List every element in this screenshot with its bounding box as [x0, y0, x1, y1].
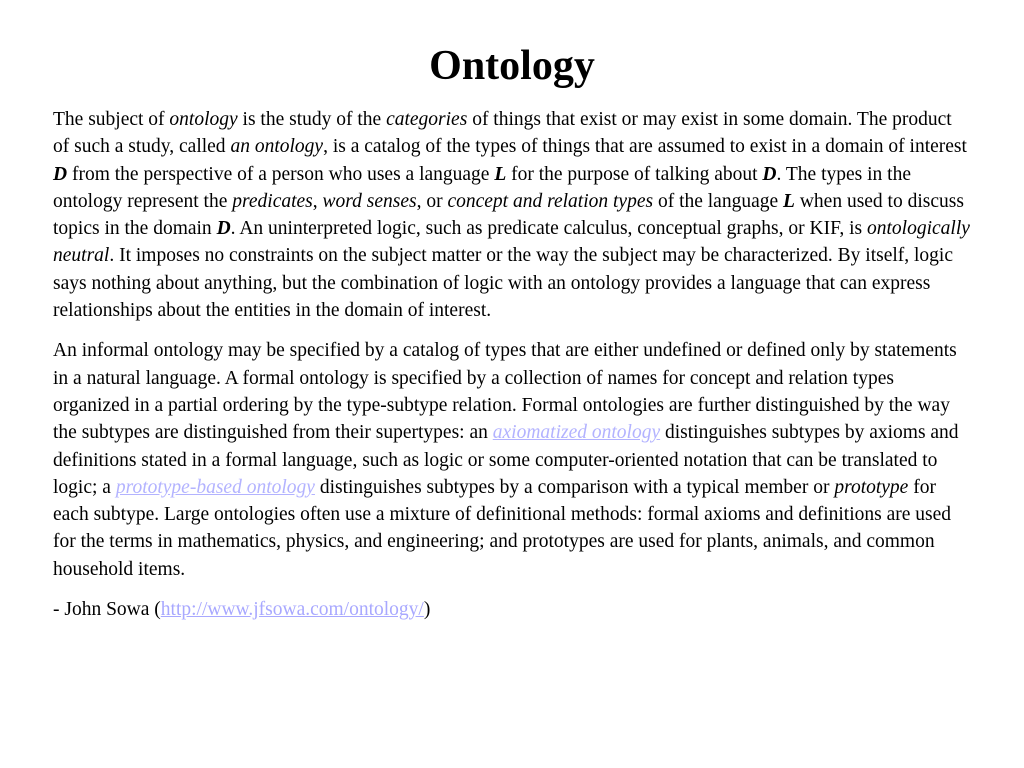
text-run: of the language: [653, 190, 784, 212]
text-run: from the perspective of a person who uses a language: [67, 163, 495, 185]
emphasis-ontology: ontology: [169, 109, 238, 130]
text-run: An informal ontology may be specified by a catalog of types that are either undefined or defined only by statements in a natural language. A formal ontology is specified by a collection of names for concept and relation types organized in a partial ordering by the type-subtype relation. Formal ontologies are further distinguished by the way the subtypes are distinguished from their supertypes: an: [53, 340, 957, 444]
text-run: for the purpose of talking about: [506, 163, 763, 185]
paragraph-ontology-definition: [53, 106, 971, 324]
attribution-suffix: ): [423, 599, 431, 621]
emphasis-categories: categories: [386, 109, 468, 130]
link-source-url[interactable]: http://www.jfsowa.com/ontology/: [160, 599, 424, 621]
symbol-l: L: [783, 190, 795, 212]
page-title: Ontology: [429, 43, 595, 89]
text-run: when used to discuss topics in the domain: [53, 190, 964, 240]
text-run: ,: [312, 190, 323, 212]
text-run: , is a catalog of the types of things that are assumed to exist in a domain of interest: [323, 136, 967, 158]
emphasis-concept-relation-types: concept and relation types: [447, 190, 654, 212]
attribution: [53, 596, 971, 623]
text-run: The subject of: [53, 109, 170, 130]
symbol-d: D: [53, 163, 68, 185]
text-run: . The types in the ontology represent the: [53, 163, 911, 212]
attribution-author: - John Sowa (: [53, 599, 161, 621]
text-run: . An uninterpreted logic, such as predicate calculus, conceptual graphs, or KIF, is: [230, 218, 867, 240]
symbol-d: D: [216, 218, 231, 240]
text-run: . It imposes no constraints on the subject matter or the way the subject may be characterized. By itself, logic says nothing about anything, but the combination of logic with an ontology provides a language that can express relationships about the entities in the domain of interest.: [53, 245, 954, 322]
symbol-d: D: [762, 163, 777, 185]
symbol-l: L: [494, 163, 507, 185]
link-prototype-based-ontology[interactable]: prototype-based ontology: [115, 476, 315, 498]
emphasis-word-senses: word senses: [322, 190, 417, 212]
emphasis-ontologically-neutral: ontologically neutral: [53, 218, 970, 267]
text-run: for each subtype. Large ontologies often use a mixture of definitional methods: formal axioms and definitions are used for the terms in mathematics, physics, and engineering; and prototypes are used for plants, animals, and common household items.: [53, 476, 952, 580]
text-run: is the study of the: [237, 109, 387, 130]
text-run: , or: [416, 190, 448, 212]
paragraph-formal-informal-ontology: [53, 337, 971, 583]
emphasis-prototype: prototype: [834, 476, 909, 498]
emphasis-predicates: predicates: [232, 190, 313, 212]
emphasis-an-ontology: an ontology: [230, 136, 324, 158]
text-run: distinguishes subtypes by axioms and definitions stated in a formal language, such as logic or some computer-oriented notation that can be translated to logic; a: [53, 422, 959, 498]
link-axiomatized-ontology[interactable]: axiomatized ontology: [492, 422, 661, 444]
text-run: of things that exist or may exist in some domain. The product of such a study, called: [53, 109, 952, 158]
text-run: distinguishes subtypes by a comparison with a typical member or: [314, 476, 835, 498]
